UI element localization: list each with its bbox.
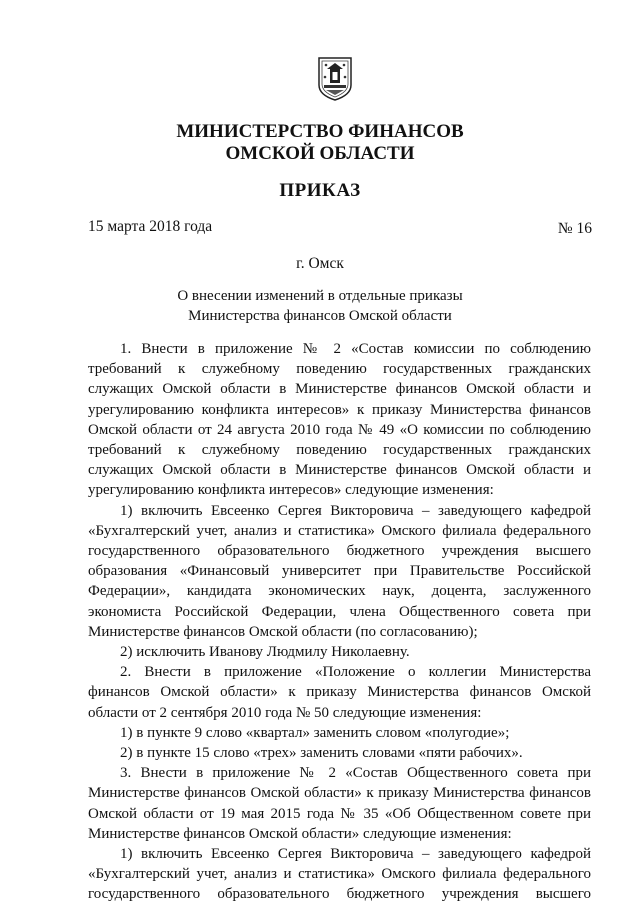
body-line: 2. Внести в приложение «Положение о коллегии Министерства (120, 664, 591, 681)
body-line: Министерстве финансов Омской области» к приказу Министерства финансов (88, 785, 591, 802)
coat-of-arms-icon (318, 57, 352, 101)
org-name-line1: МИНИСТЕРСТВО ФИНАНСОВ (176, 121, 464, 142)
org-name-line2: ОМСКОЙ ОБЛАСТИ (225, 143, 415, 164)
body-line: финансов Омской области» к приказу Министерства финансов Омской (88, 684, 591, 701)
subject-line1: О внесении изменений в отдельные приказы (177, 288, 463, 304)
body-line: Министерстве финансов Омской области» следующие изменения: (88, 825, 512, 842)
document-city: г. Омск (296, 255, 344, 272)
subject-line2: Министерства финансов Омской области (188, 308, 452, 324)
document-subject (0, 286, 640, 326)
body-line: «Бухгалтерский учет, анализ и статистика» Омского филиала федерального (88, 522, 591, 539)
body-line: Министерстве финансов Омской области (по согласованию); (88, 623, 478, 640)
body-line: служащих Омской области в Министерстве финансов Омской области и (88, 381, 591, 398)
body-line: требований к служебному поведению государственных гражданских (88, 361, 591, 378)
body-line: образования «Финансовый университет при Правительстве Российской (88, 563, 591, 580)
body-line: урегулированию конфликта интересов» к приказу Министерства финансов (88, 401, 591, 418)
document-date: 15 марта 2018 года (88, 218, 213, 235)
body-line: 1) включить Евсеенко Сергея Викторовича – заведующего кафедрой (120, 846, 591, 863)
body-line: экономиста Российской Федерации, члена Общественного совета при (88, 603, 591, 620)
body-line: урегулированию конфликта интересов» следующие изменения: (88, 482, 494, 499)
body-line: 2) в пункте 15 слово «трех» заменить словами «пяти рабочих». (120, 745, 523, 762)
body-line: государственного образовательного бюджетного учреждения высшего (88, 543, 591, 560)
document-body (88, 339, 591, 905)
body-line: Федерации», кандидата экономических наук, доцента, заслуженного (88, 583, 591, 600)
body-line: 2) исключить Иванову Людмилу Николаевну. (120, 644, 410, 661)
body-line: Омской области от 24 августа 2010 года № 49 «О комиссии по соблюдению (88, 421, 591, 438)
body-line: государственного образовательного бюджетного учреждения высшего (88, 886, 591, 903)
document-number: № 16 (557, 220, 592, 237)
body-line: Омской области от 19 мая 2015 года № 35 «Об Общественном совете при (88, 805, 591, 822)
body-line: 1) в пункте 9 слово «квартал» заменить словом «полугодие»; (120, 724, 510, 741)
body-line: требований к служебному поведению государственных гражданских (88, 442, 591, 459)
body-line: 3. Внести в приложение № 2 «Состав Общественного совета при (120, 765, 591, 782)
body-line: области от 2 сентября 2010 года № 50 следующие изменения: (88, 704, 482, 721)
document-type: ПРИКАЗ (279, 180, 361, 201)
body-line: 1) включить Евсеенко Сергея Викторовича – заведующего кафедрой (120, 502, 591, 519)
body-line: «Бухгалтерский учет, анализ и статистика» Омского филиала федерального (88, 866, 591, 883)
body-line: служащих Омской области в Министерстве финансов Омской области и (88, 462, 591, 479)
body-line: 1. Внести в приложение № 2 «Состав комиссии по соблюдению (120, 341, 591, 357)
